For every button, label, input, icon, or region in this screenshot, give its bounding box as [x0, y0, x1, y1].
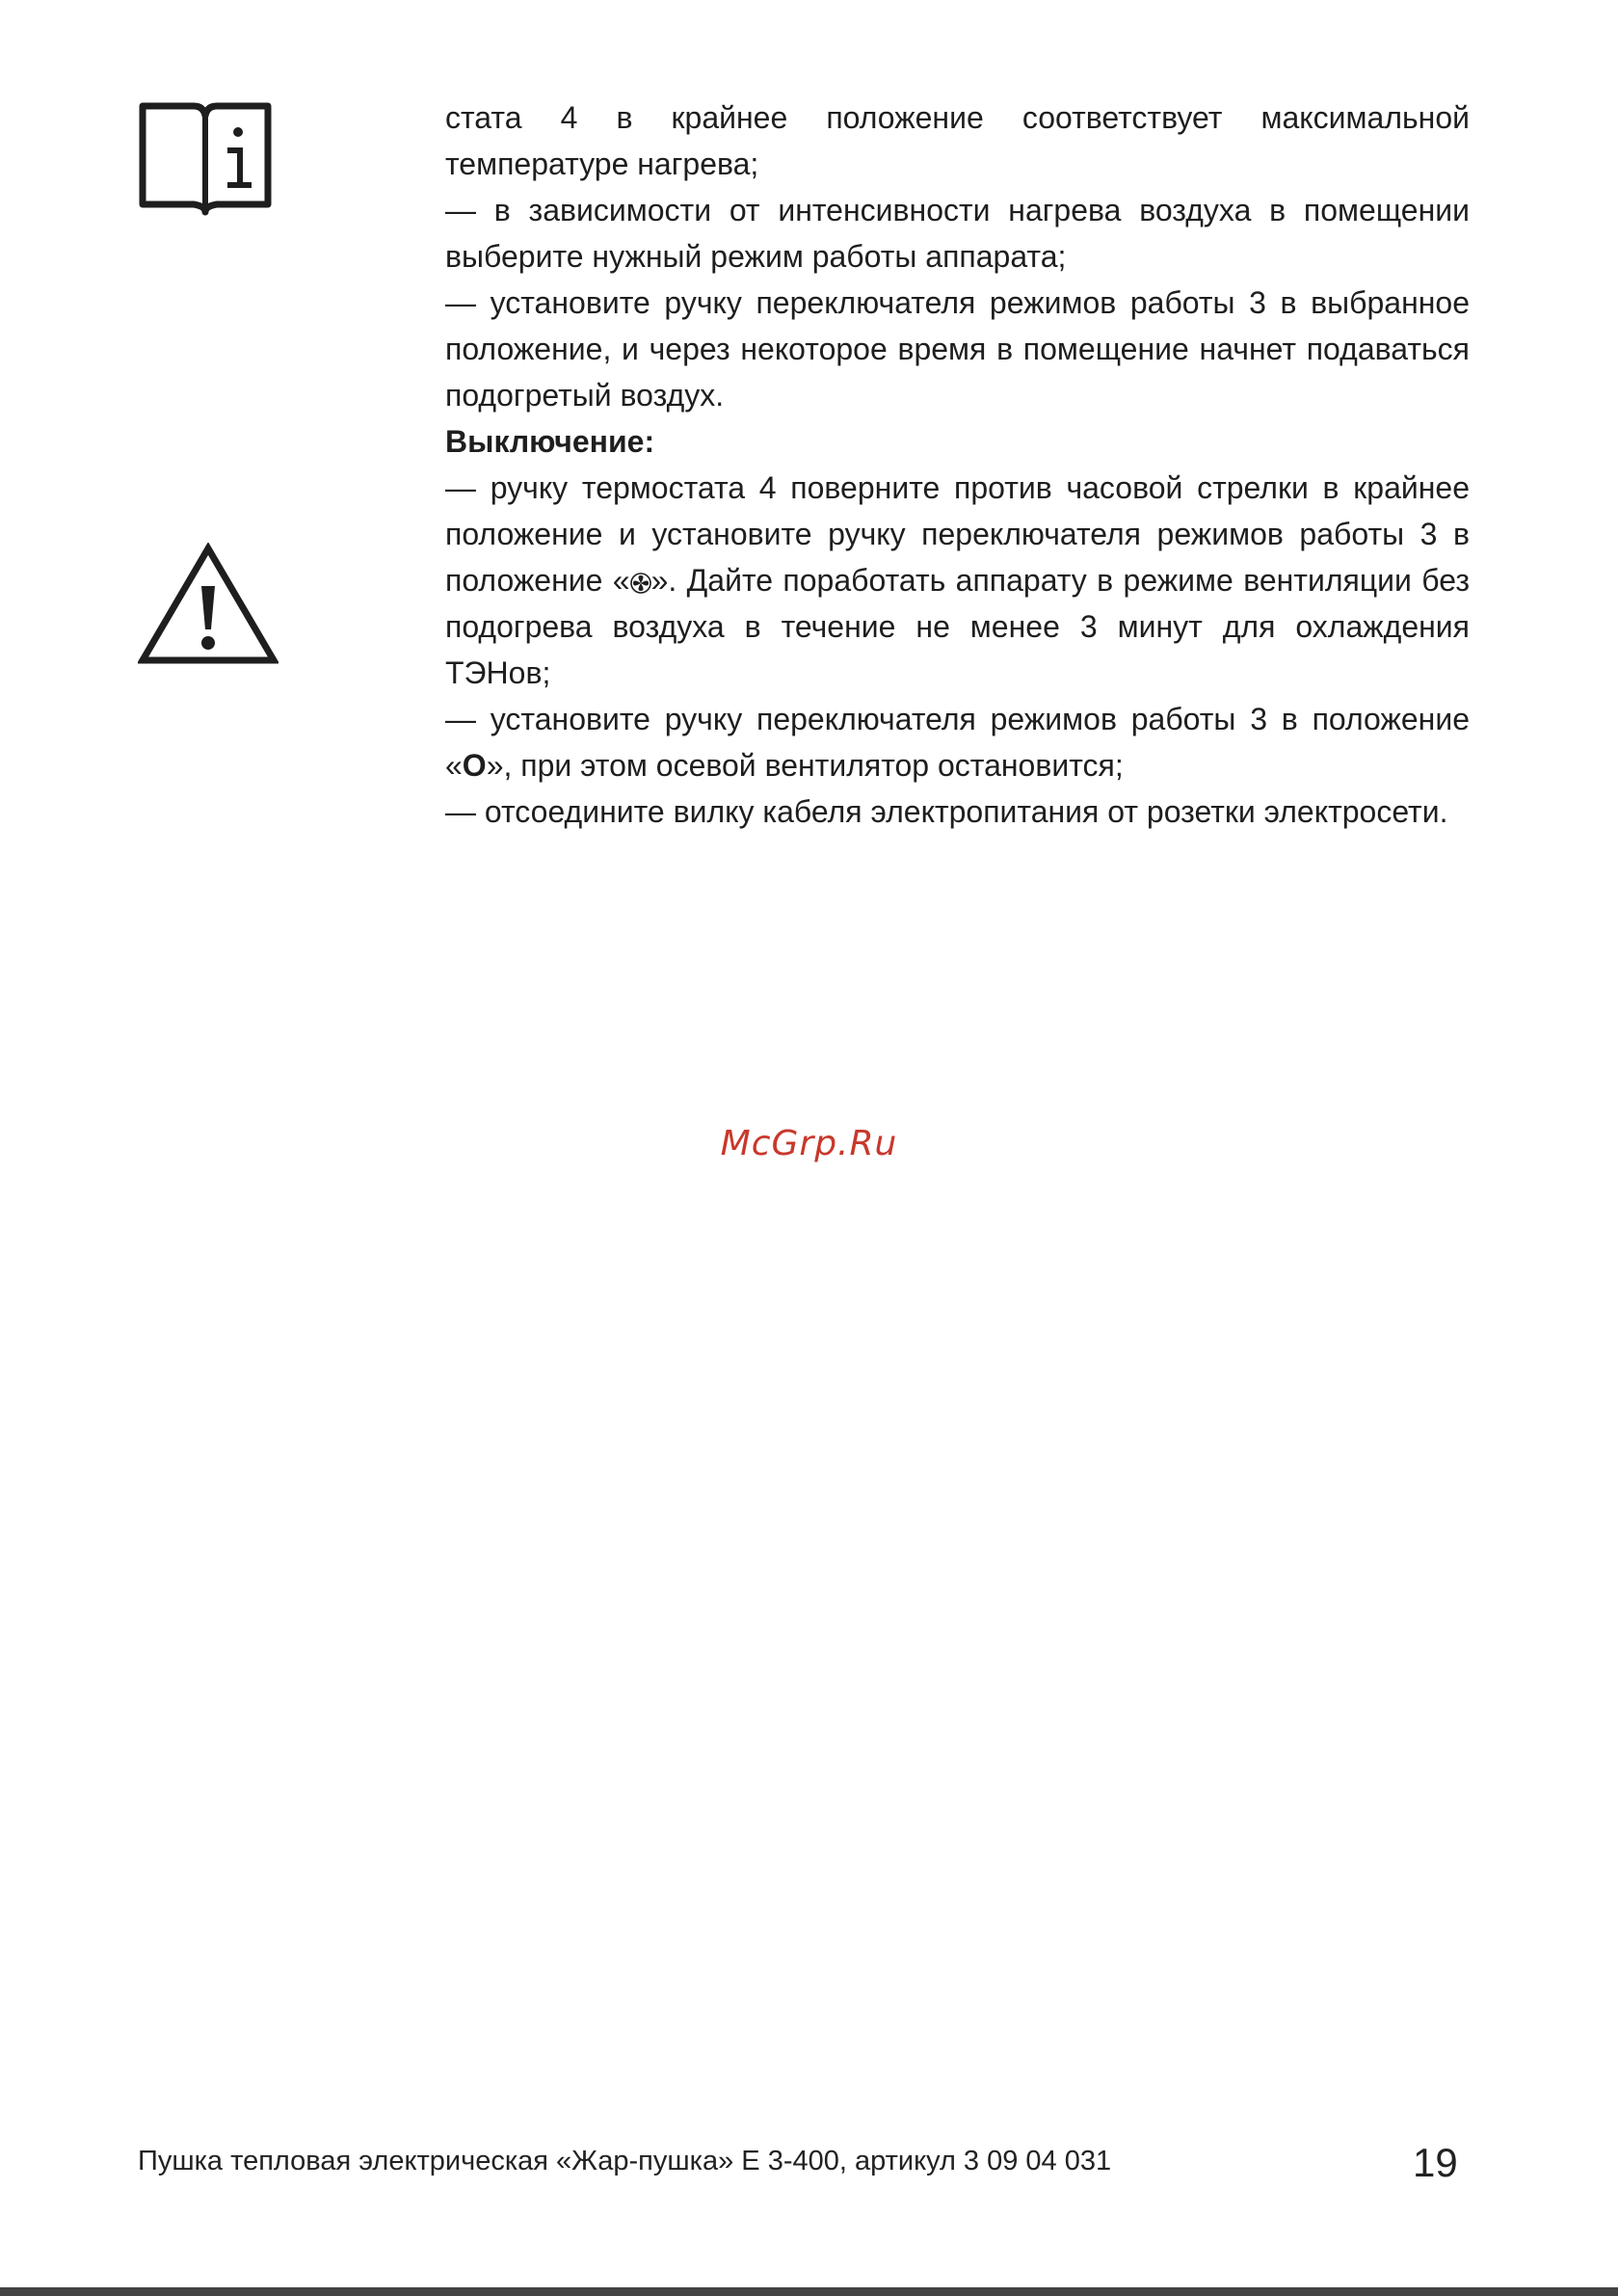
fan-mode-icon	[630, 573, 651, 594]
paragraph-switch-off-start: — установите ручку переключателя режимов работы 3 в положение «	[445, 702, 1470, 783]
watermark-text: McGrp.Ru	[720, 1124, 898, 1163]
paragraph-turn-thermostat-end: ». Дайте поработать аппарату в режиме вентиляции без подогрева воздуха в течение не менее 3 минут для охлаждения ТЭНов;	[445, 563, 1471, 690]
paragraph-set-switch: — установите ручку переключателя режимов работы 3 в выбранное положение, и через некоторое время в помещение начнет подаваться подогретый воздух.	[445, 285, 1470, 413]
paragraph-max-temp: стата 4 в крайнее положение соответствует максимальной температуре нагрева;	[445, 100, 1470, 181]
paragraph-select-mode: — в зависимости от интенсивности нагрева воздуха в помещении выберите нужный режим работы аппарата;	[445, 193, 1470, 274]
warning-triangle-icon	[138, 543, 279, 666]
footer-product-title: Пушка тепловая электрическая «Жар-пушка» Е 3-400, артикул 3 09 04 031	[138, 2146, 1112, 2176]
paragraph-switch-off-end: », при этом осевой вентилятор остановится;	[486, 748, 1124, 783]
paragraph-switch-off	[445, 696, 1470, 788]
paragraph-unplug: — отсоедините вилку кабеля электропитания от розетки электросети.	[445, 794, 1448, 829]
bottom-edge-rule	[0, 2287, 1618, 2296]
page-number: 19	[1413, 2140, 1458, 2185]
instructions-text	[445, 94, 1470, 835]
paragraph-turn-thermostat	[445, 465, 1470, 696]
paragraph-turn-thermostat-start: — ручку термостата 4 поверните против часовой стрелки в крайнее положение и установите ручку переключателя режимов работы 3 в положение «	[445, 470, 1470, 598]
off-position-symbol: O	[462, 748, 487, 783]
book-info-icon	[138, 100, 273, 216]
section-heading-shutdown: Выключение:	[445, 424, 655, 459]
